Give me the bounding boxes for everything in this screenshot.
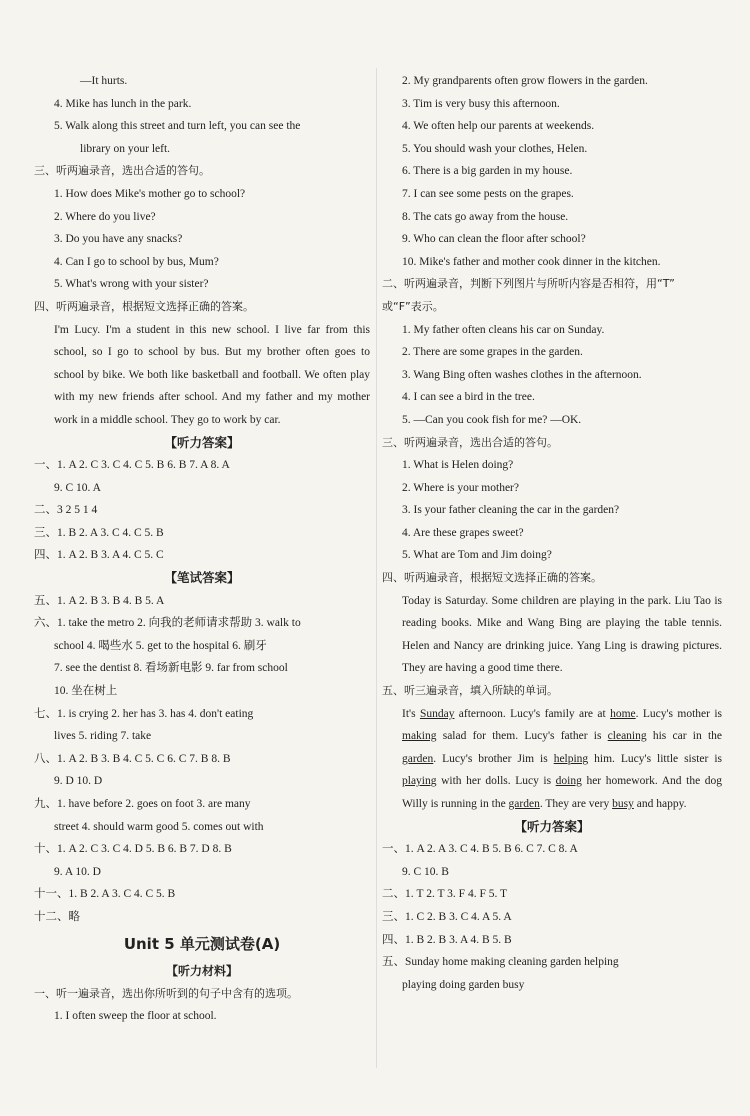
text-line: 9. Who can clean the floor after school?	[402, 233, 586, 246]
answer-line: 9. C 10. A	[54, 481, 101, 494]
answer-line: lives 5. riding 7. take	[54, 730, 152, 743]
unit-title: Unit 5 单元测试卷(A)	[123, 934, 281, 953]
column-divider	[376, 68, 377, 1068]
text-line: 4. I can see a bird in the tree.	[402, 391, 535, 404]
filled-blank: doing	[555, 775, 582, 788]
text-line: 1. How does Mike's mother go to school?	[54, 187, 246, 200]
answer-line: 9. C 10. B	[402, 865, 449, 878]
filled-blank: making	[402, 730, 437, 743]
section-heading: 三、听两遍录音，选出合适的答句。	[34, 164, 210, 178]
text-line: 8. The cats go away from the house.	[402, 210, 569, 223]
left-column	[34, 70, 370, 1028]
answer-line: 一、1. A 2. A 3. C 4. B 5. B 6. C 7. C 8. A	[382, 843, 578, 856]
text-line: 1. I often sweep the floor at school.	[54, 1010, 217, 1023]
text-line: 3. Do you have any snacks?	[54, 233, 183, 246]
answer-line: 十一、1. B 2. A 3. C 4. C 5. B	[34, 888, 176, 901]
answer-line: 六、1. take the metro 2. 向我的老师请求帮助 3. walk to	[34, 617, 301, 630]
text-line: —It hurts.	[80, 75, 128, 87]
section-heading: 四、听两遍录音，根据短文选择正确的答案。	[34, 299, 254, 313]
text-line: 5. —Can you cook fish for me? —OK.	[402, 413, 582, 426]
answer-line: 十二、略	[34, 910, 80, 923]
answer-line: 二、1. T 2. T 3. F 4. F 5. T	[382, 888, 508, 901]
filled-blank: cleaning	[607, 730, 647, 743]
answer-line: 十、1. A 2. C 3. C 4. D 5. B 6. B 7. D 8. B	[34, 843, 232, 856]
answer-line: street 4. should warm good 5. comes out with	[54, 820, 264, 833]
passage	[34, 319, 370, 432]
text-line: 5. What are Tom and Jim doing?	[402, 549, 552, 562]
text-line: 3. Is your father cleaning the car in the garden?	[402, 504, 620, 517]
answer-line: 九、1. have before 2. goes on foot 3. are many	[34, 798, 251, 810]
answer-line: 二、3 2 5 1 4	[34, 504, 98, 517]
listening-answers-heading: 【听力答案】	[514, 818, 590, 834]
answer-line: playing doing garden busy	[402, 978, 525, 991]
filled-blank: helping	[553, 752, 589, 765]
text-line: 5. You should wash your clothes, Helen.	[402, 142, 588, 155]
section-heading: 四、听两遍录音，根据短文选择正确的答案。	[382, 571, 602, 585]
listening-answers-heading: 【听力答案】	[164, 434, 240, 450]
text-line: 4. Mike has lunch in the park.	[54, 97, 192, 110]
text-line: 2. There are some grapes in the garden.	[402, 346, 583, 359]
filled-blank: playing	[402, 775, 437, 788]
answer-line: school 4. 喝些水 5. get to the hospital 6. 刷牙	[54, 639, 267, 652]
filled-blank: Sunday	[419, 707, 455, 720]
filled-blank: garden	[508, 798, 540, 810]
filled-blank: garden	[402, 752, 434, 765]
text-line: 2. My grandparents often grow flowers in the garden.	[402, 75, 648, 87]
section-heading: 一、听一遍录音，选出你所听到的句子中含有的选项。	[34, 986, 298, 1000]
text-line: 10. Mike's father and mother cook dinner in the kitchen.	[402, 255, 661, 268]
text-line: 5. Walk along this street and turn left, you can see the	[54, 120, 301, 133]
answer-line: 9. A 10. D	[54, 865, 101, 878]
section-heading: 二、听两遍录音，判断下列图片与所听内容是否相符，用“T”	[382, 277, 675, 291]
text-line: 7. I can see some pests on the grapes.	[402, 187, 574, 200]
answer-line: 五、Sunday home making cleaning garden helping	[382, 956, 619, 969]
answer-line: 10. 坐在树上	[54, 685, 118, 698]
section-heading: 三、听两遍录音，选出合适的答句。	[382, 435, 558, 449]
text-line: 3. Tim is very busy this afternoon.	[402, 97, 560, 110]
written-answers-heading: 【笔试答案】	[164, 570, 240, 586]
text-line: 1. My father often cleans his car on Sunday.	[402, 323, 605, 336]
text-line: 2. Where is your mother?	[402, 481, 519, 494]
filled-blank: busy	[612, 798, 634, 810]
section-heading-cont: 或“F”表示。	[382, 299, 444, 313]
right-column	[382, 70, 722, 996]
section-heading: 五、听三遍录音，填入所缺的单词。	[382, 684, 558, 698]
text-line: 4. Are these grapes sweet?	[402, 526, 524, 539]
passage-text: I'm Lucy. I'm a student in this new school. I live far from this school, so I go to school by bus. But my brother often goes to school by bike. We both like basketball and football. We often play with my new friends after school. And my father and my mother work in a middle school. They go to work by car.	[54, 323, 370, 426]
filled-blank: home	[610, 707, 636, 720]
answer-line: 七、1. is crying 2. her has 3. has 4. don't eating	[34, 707, 254, 720]
answer-line: 9. D 10. D	[54, 775, 103, 788]
text-line: 4. Can I go to school by bus, Mum?	[54, 255, 219, 268]
answer-line: 四、1. B 2. B 3. A 4. B 5. B	[382, 933, 512, 946]
answer-line: 四、1. A 2. B 3. A 4. C 5. C	[34, 549, 164, 562]
text-line: 6. There is a big garden in my house.	[402, 165, 573, 178]
answer-line: 7. see the dentist 8. 看场新电影 9. far from school	[54, 662, 288, 675]
answer-line: 五、1. A 2. B 3. B 4. B 5. A	[34, 594, 165, 607]
passage	[382, 590, 722, 680]
answer-line: 一、1. A 2. C 3. C 4. C 5. B 6. B 7. A 8. A	[34, 459, 230, 472]
text-line: library on your left.	[80, 142, 171, 155]
cloze-passage	[382, 703, 722, 816]
text-line: 5. What's wrong with your sister?	[54, 278, 209, 291]
cloze-text: It's Sunday afternoon. Lucy's family are at home. Lucy's mother is making salad for them. Lucy's father is cleaning his car in the garden. Lucy's brother Jim is helping him. Lucy's little sister is playing with her dolls. Lucy is doing her homework. And the dog Willy is running in the garden. They are very busy and happy.	[402, 707, 722, 810]
listening-material-heading: 【听力材料】	[165, 963, 238, 978]
text-line: 1. What is Helen doing?	[402, 459, 514, 472]
answer-line: 八、1. A 2. B 3. B 4. C 5. C 6. C 7. B 8. B	[34, 752, 231, 765]
text-line: 2. Where do you live?	[54, 210, 156, 223]
answer-line: 三、1. C 2. B 3. C 4. A 5. A	[382, 910, 512, 923]
text-line: 3. Wang Bing often washes clothes in the afternoon.	[402, 368, 642, 381]
text-line: 4. We often help our parents at weekends.	[402, 120, 595, 133]
answer-line: 三、1. B 2. A 3. C 4. C 5. B	[34, 526, 164, 539]
passage-text: Today is Saturday. Some children are playing in the park. Liu Tao is reading books. Mike and Wang Bing are playing the table tennis. Helen and Nancy are drinking juice. Yang Ling is drawing pictures. They are having a good time there.	[402, 594, 722, 675]
